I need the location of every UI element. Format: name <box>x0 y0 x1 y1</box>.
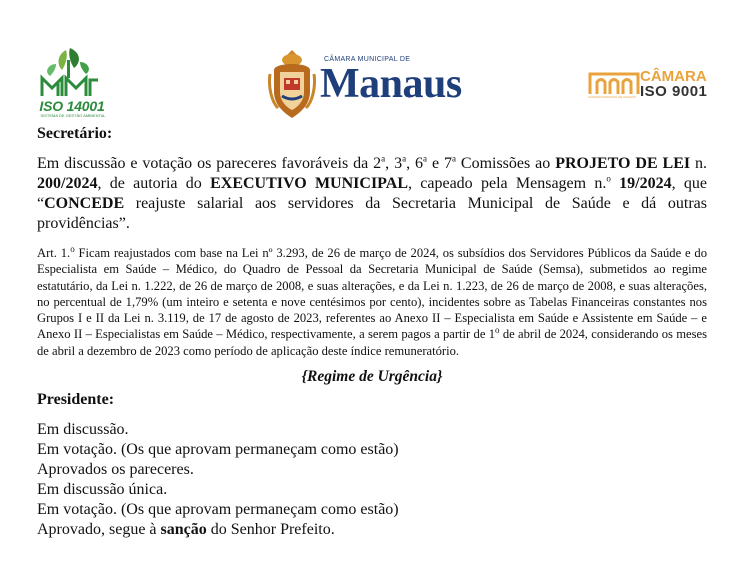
main-text: , que “ <box>37 175 707 212</box>
speaker-secretario: Secretário: <box>37 125 113 142</box>
camara-municipal-label: CÂMARA MUNICIPAL DE <box>324 56 411 63</box>
proceeding-line: Em votação. (Os que aprovam permaneçam como estão) <box>37 501 399 519</box>
message-number: 19/2024 <box>619 175 672 192</box>
ordinal-suffix: a <box>381 153 386 164</box>
ordinal-suffix: o <box>606 173 611 184</box>
bill-number: 200/2024 <box>37 175 98 192</box>
sancao-word: sanção <box>160 521 207 539</box>
main-text: Comissões ao <box>455 155 556 172</box>
iso-14001-subtitle: SISTEMA DE GESTÃO AMBIENTAL <box>40 113 106 118</box>
ordinal-suffix: a <box>423 153 428 164</box>
main-text: e 7 <box>427 155 452 172</box>
regime-urgencia: {Regime de Urgência} <box>301 368 443 386</box>
document-header <box>0 0 751 124</box>
main-text: n. <box>690 155 708 172</box>
ordinal-suffix: a <box>402 153 407 164</box>
iso-9001-subtitle: CÂMARA MUNICIPAL DE MANAUS <box>588 95 637 99</box>
ordinal-suffix: a <box>451 153 456 164</box>
ordinal-suffix: o <box>70 243 75 254</box>
camara-iso-9001-logo <box>588 68 728 104</box>
speaker-presidente: Presidente: <box>37 391 115 409</box>
proceeding-line: Aprovados os pareceres. <box>37 461 194 479</box>
main-text: Em discussão e votação os pareceres favoráveis da 2 <box>37 155 382 172</box>
proceeding-line: Em votação. (Os que aprovam permaneçam como estão) <box>37 441 399 459</box>
proceeding-line: Em discussão. <box>37 421 129 439</box>
article-text: Art. 1. <box>37 246 71 260</box>
main-text: , 6 <box>406 155 424 172</box>
ordinal-suffix: o <box>495 325 500 336</box>
main-text: , 3 <box>385 155 403 172</box>
proceeding-line-final <box>37 520 707 540</box>
iso-9001-label: ISO 9001 <box>640 83 708 100</box>
manaus-wordmark: Manaus <box>320 61 462 107</box>
proceeding-text: Aprovado, segue à <box>37 521 161 539</box>
building-arches-icon <box>588 68 640 94</box>
document-body <box>37 124 707 540</box>
main-text: reajuste salarial aos servidores da Secretaria Municipal de Saúde e dá outras providências”. <box>37 195 707 232</box>
proceeding-text: do Senhor Prefeito. <box>206 521 335 539</box>
camara-label: CÂMARA <box>640 68 707 85</box>
article-text: de abril de 2024, considerando os meses de abril a dezembro de 2023 como período de aplicação deste índice remuneratório. <box>37 327 707 358</box>
bill-verb: CONCEDE <box>44 195 125 212</box>
proceedings-list <box>37 420 707 540</box>
article-text: Ficam reajustados com base na Lei nº 3.293, de 26 de março de 2024, os subsídios dos Servidores Públicos da Saúde e do Especialista em Saúde – Médico, do Quadro de Pessoal da Secretaria Municipal de Saúde (Semsa), submetidos ao regime estatutário, da Lei n. 1.222, de 26 de março de 2008, e suas alterações, e da Lei n. 1.223, de 26 de março de 2008, e suas alterações, no percentual de 1,79% (um inteiro e setenta e nove centésimos por cento), incidentes sobre as Tabelas Financeiras constantes nos Grupos I e II da Lei n. 3.119, de 17 de agosto de 2023, referentes ao Anexo II – Especialista em Saúde e Assistente em Saúde – e Anexo II – Especialistas em Saúde – Médico, respectivamente, a serem pagos a partir de 1 <box>37 246 707 342</box>
main-text: , de autoria do <box>97 175 211 192</box>
coat-of-arms-icon <box>268 48 316 120</box>
iso-14001-logo <box>36 46 108 120</box>
bill-type: PROJETO DE LEI <box>555 155 691 172</box>
main-paragraph <box>37 154 707 234</box>
article-1-text <box>37 245 707 359</box>
tree-leaf-icon <box>36 46 108 98</box>
camara-municipal-manaus-logo <box>268 48 468 120</box>
main-text: , capeado pela Mensagem n. <box>408 175 607 192</box>
bill-author: EXECUTIVO MUNICIPAL <box>210 175 408 192</box>
iso-14001-text: ISO 14001 <box>39 98 105 114</box>
proceeding-line: Em discussão única. <box>37 481 168 499</box>
main-text <box>611 175 619 192</box>
